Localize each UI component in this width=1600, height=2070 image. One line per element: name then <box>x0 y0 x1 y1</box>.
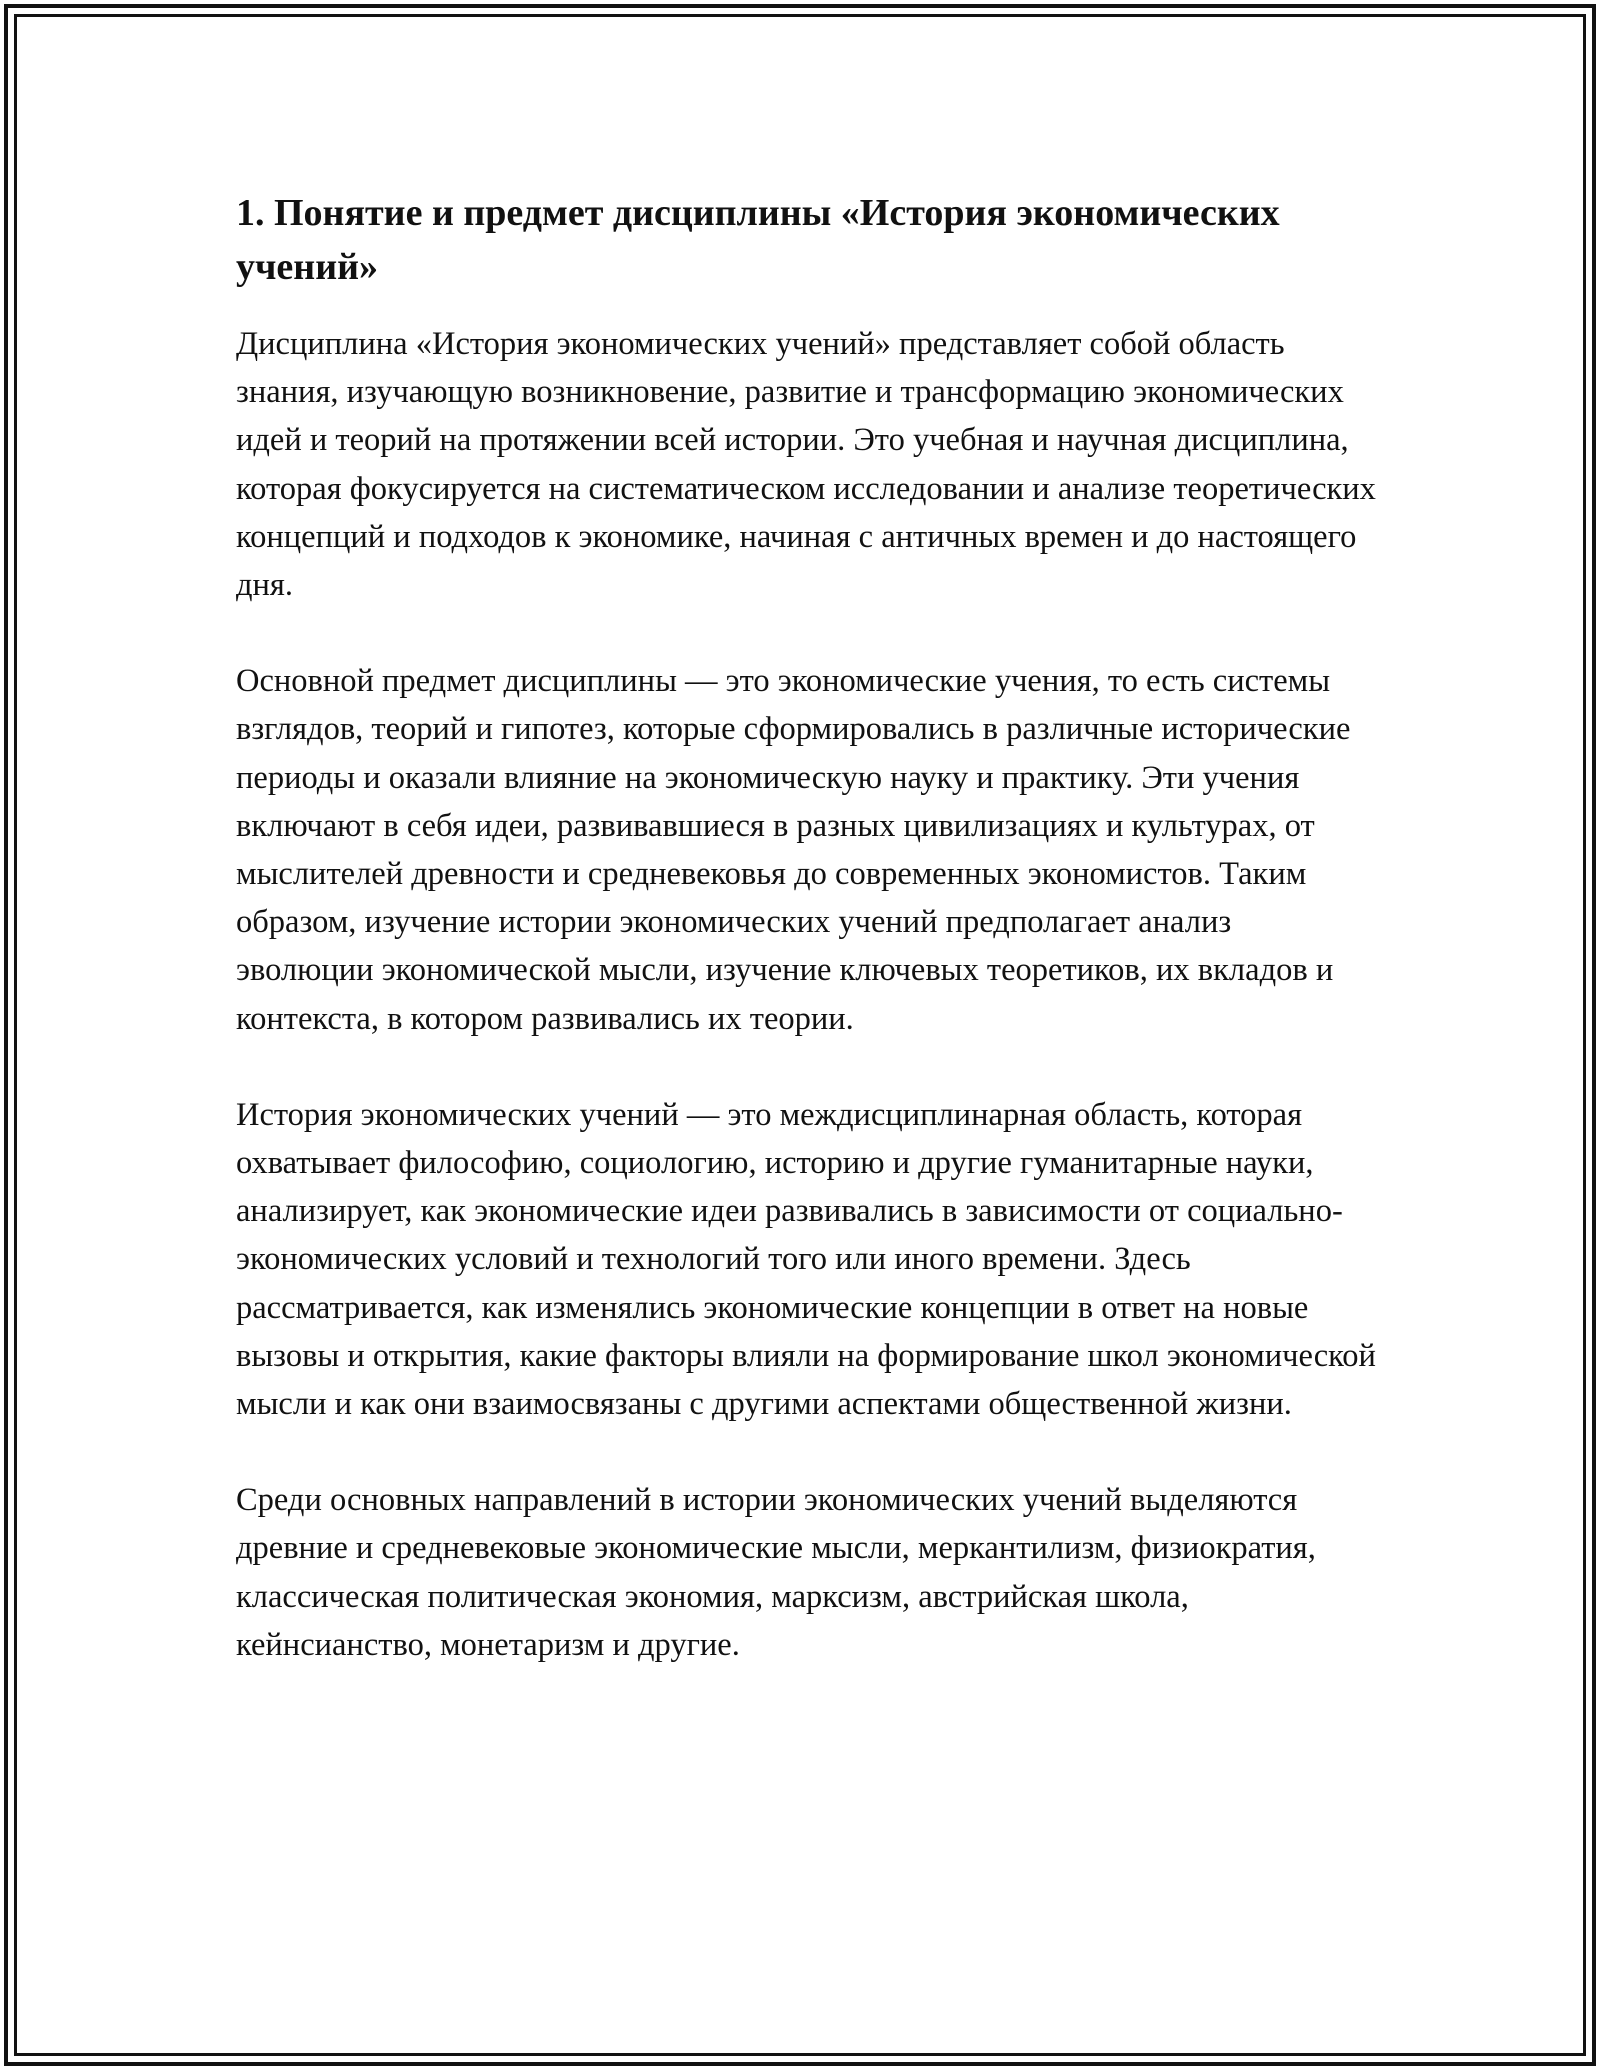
section-heading: 1. Понятие и предмет дисциплины «История экономических учений» <box>236 192 1280 288</box>
paragraph-1: Дисциплина «История экономических учений» представляет собой область знания, изучающую возникновение, развитие и трансформацию экономических идей и теорий на протяжении всей истории. Это учебная и научная дисциплина, которая фокусируется на систематическом исследовании и анализе теоретических концепций и подходов к экономике, начиная с античных времен и до настоящего дня. <box>236 326 1376 604</box>
paragraph-2: Основной предмет дисциплины — это экономические учения, то есть системы взглядов, теорий и гипотез, которые сформировались в различные исторические периоды и оказали влияние на экономическую науку и практику. Эти учения включают в себя идеи, развивавшиеся в разных цивилизациях и культурах, от мыслителей древности и средневековья до современных экономистов. Таким образом, изучение истории экономических учений предполагает анализ эволюции экономической мысли, изучение ключевых теоретиков, их вкладов и контекста, в котором развивались их теории. <box>236 663 1351 1037</box>
paragraph-3: История экономических учений — это междисциплинарная область, которая охватывает философию, социологию, историю и другие гуманитарные науки, анализирует, как экономические идеи развивались в зависимости от социально-экономических условий и технологий того или иного времени. Здесь рассматривается, как изменялись экономические концепции в ответ на новые вызовы и открытия, какие факторы влияли на формирование школ экономической мысли и как они взаимосвязаны с другими аспектами общественной жизни. <box>236 1096 1376 1423</box>
document-body <box>236 186 1376 1717</box>
paragraph-4: Среди основных направлений в истории экономических учений выделяются древние и средневековые экономические мысли, меркантилизм, физиократия, классическая политическая экономия, марксизм, австрийская школа, кейнсианство, монетаризм и другие. <box>236 1482 1316 1663</box>
